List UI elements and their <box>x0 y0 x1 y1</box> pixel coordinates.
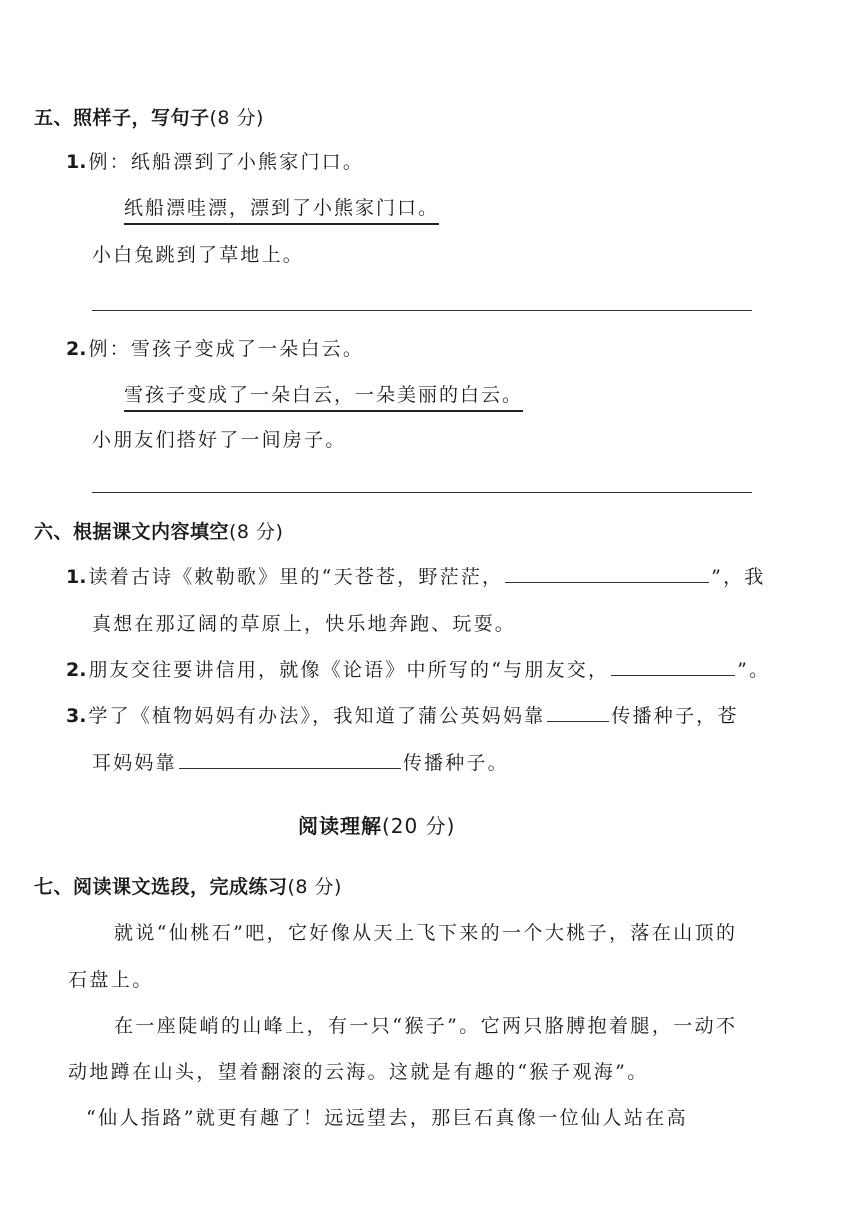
s6-q3-blank1[interactable] <box>547 702 609 722</box>
section5-heading: 五、照样子，写句子(8 分) <box>34 107 264 129</box>
s6-q3: 3. 学了《植物妈妈有办法》，我知道了蒲公英妈妈靠 传播种子，苍 <box>66 701 739 728</box>
s6-q1: 1. 读着古诗《敕勒歌》里的“天苍苍，野茫茫， ”，我 <box>66 562 766 589</box>
passage-p1-line2: 石盘上。 <box>68 969 154 991</box>
s5-q1-answer-line[interactable] <box>92 310 752 311</box>
s6-q1-blank[interactable] <box>505 563 709 583</box>
s5-q2-example: 2. 例：雪孩子变成了一朵白云。 <box>66 338 365 360</box>
s6-q2: 2. 朋友交往要讲信用，就像《论语》中所写的“与朋友交， ”。 <box>66 655 770 682</box>
section6-heading: 六、根据课文内容填空(8 分) <box>34 521 284 543</box>
s6-q3-line2: 耳妈妈靠 传播种子。 <box>92 748 509 775</box>
passage-p3-line1: “仙人指路”就更有趣了！远远望去，那巨石真像一位仙人站在高 <box>86 1107 689 1129</box>
s5-q1-example-answer: 纸船漂哇漂，漂到了小熊家门口。 <box>124 193 439 225</box>
s6-q1-line2: 真想在那辽阔的草原上，快乐地奔跑、玩耍。 <box>92 613 517 635</box>
section7-heading: 七、阅读课文选段，完成练习(8 分) <box>34 876 342 898</box>
passage-p1-line1: 就说“仙桃石”吧，它好像从天上飞下来的一个大桃子，落在山顶的 <box>114 922 738 944</box>
s5-q2-prompt: 小朋友们搭好了一间房子。 <box>92 429 347 451</box>
s5-q2-example-answer: 雪孩子变成了一朵白云，一朵美丽的白云。 <box>124 380 523 412</box>
s5-q1-example: 1. 例：纸船漂到了小熊家门口。 <box>66 151 365 173</box>
s6-q2-blank[interactable] <box>611 656 735 676</box>
reading-section-title: 阅读理解(20 分) <box>298 814 456 838</box>
s5-q2-answer-line[interactable] <box>92 492 752 493</box>
s5-q1-prompt: 小白兔跳到了草地上。 <box>92 244 305 266</box>
s6-q3-blank2[interactable] <box>179 749 401 769</box>
passage-p2-line2: 动地蹲在山头，望着翻滚的云海。这就是有趣的“猴子观海”。 <box>68 1061 649 1083</box>
passage-p2-line1: 在一座陡峭的山峰上，有一只“猴子”。它两只胳膊抱着腿，一动不 <box>114 1015 738 1037</box>
